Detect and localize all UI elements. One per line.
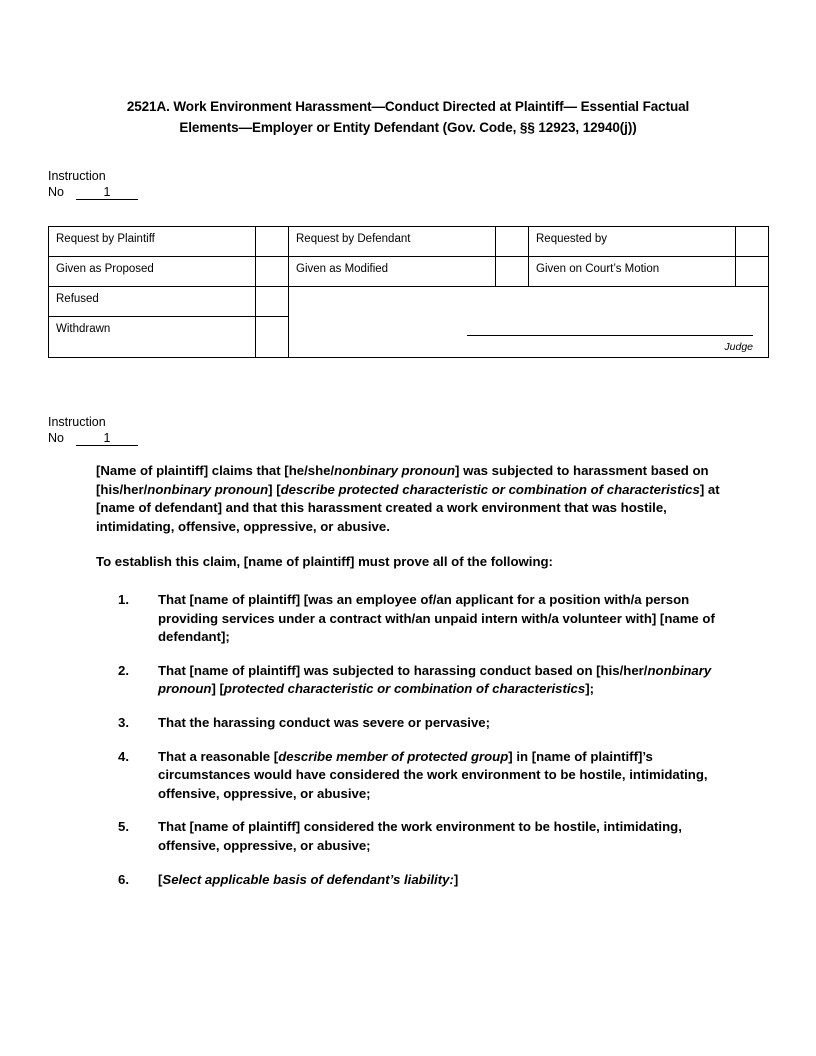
list-item [96,748,720,804]
judge-signature-area [289,287,768,357]
checkbox-withdrawn[interactable] [256,317,289,358]
instruction-number-row [48,184,138,200]
list-item-text: That [name of plaintiff] was subjected to harassing conduct based on [his/her/nonbinary pronoun] [protected characteristic or combination of characteristics]; [158,662,712,697]
instruction-no-label: No [48,185,64,199]
judge-signature-cell [289,287,769,358]
cell-refused: Refused [49,287,256,317]
checkbox-given-as-proposed[interactable] [256,257,289,287]
cell-given-as-proposed: Given as Proposed [49,257,256,287]
ruling-disposition-table [48,226,769,358]
list-item-text: That [name of plaintiff] considered the work environment to be hostile, intimidating, offensive, oppressive, or abusive; [158,819,682,853]
list-item-number: 2. [118,662,129,678]
table-row [49,257,769,287]
checkbox-requested-by[interactable] [736,227,769,257]
cell-request-by-defendant: Request by Defendant [289,227,496,257]
instruction-number-header-top [48,168,138,200]
cell-withdrawn: Withdrawn [49,317,256,358]
checkbox-request-by-defendant[interactable] [496,227,529,257]
page-title [108,96,708,138]
intro-paragraph: [Name of plaintiff] claims that [he/she/nonbinary pronoun] was subjected to harassment based on [his/her/nonbinary pronoun] [describe protected characteristic or combination of characteristics] at [name of defendant] and that this harassment created a work environment that was hostile, intimidating, offensive, oppressive, or abusive. [96,463,720,534]
list-item-text: [Select applicable basis of defendant’s liability:] [158,871,459,887]
judge-signature-line[interactable] [467,335,753,336]
instruction-no-field[interactable]: 1 [76,431,138,446]
judge-signature-label: Judge [724,341,753,353]
list-item-number: 1. [118,591,129,607]
page-title-line-1: 2521A. Work Environment Harassment—Conduct Directed at Plaintiff— [126,99,577,114]
cell-requested-by: Requested by [529,227,736,257]
list-item-number: 6. [118,871,129,887]
list-item [96,591,720,647]
list-item [96,871,720,890]
list-item-number: 5. [118,819,129,835]
page-title-line-3: 12923, 12940(j)) [538,120,637,135]
instruction-number-header-body [48,414,138,446]
checkbox-given-on-courts-motion[interactable] [736,257,769,287]
table-row [49,227,769,257]
list-item [96,818,720,855]
list-item [96,662,720,699]
instruction-number-row [48,430,138,446]
list-item [96,714,720,733]
cell-request-by-plaintiff: Request by Plaintiff [49,227,256,257]
list-item-number: 3. [118,714,129,730]
list-item-text: That [name of plaintiff] [was an employee of/an applicant for a position with/a person providing services under a contract with/an unpaid intern with/a volunteer with] [name of defendant]; [158,591,715,645]
cell-given-as-modified: Given as Modified [289,257,496,287]
checkbox-given-as-modified[interactable] [496,257,529,287]
checkbox-refused[interactable] [256,287,289,317]
instruction-body [96,462,720,904]
instruction-label: Instruction [48,415,106,429]
instruction-no-label: No [48,431,64,445]
instruction-no-field[interactable]: 1 [76,185,138,200]
list-item-number: 4. [118,748,129,764]
list-item-text: That the harassing conduct was severe or pervasive; [158,714,491,730]
elements-list [96,591,720,889]
table-row [49,287,769,317]
page-title-line-2: Essential Factual Elements—Employer or Entity Defendant (Gov. Code, §§ [179,99,690,135]
instruction-label: Instruction [48,169,106,183]
cell-given-on-courts-motion: Given on Court’s Motion [529,257,736,287]
checkbox-request-by-plaintiff[interactable] [256,227,289,257]
list-item-text: That a reasonable [describe member of protected group] in [name of plaintiff]’s circumstances would have considered the work environment to be hostile, intimidating, offensive, oppressive, or abusive; [158,748,708,801]
establish-claim-paragraph: To establish this claim, [name of plaintiff] must prove all of the following: [96,554,553,570]
